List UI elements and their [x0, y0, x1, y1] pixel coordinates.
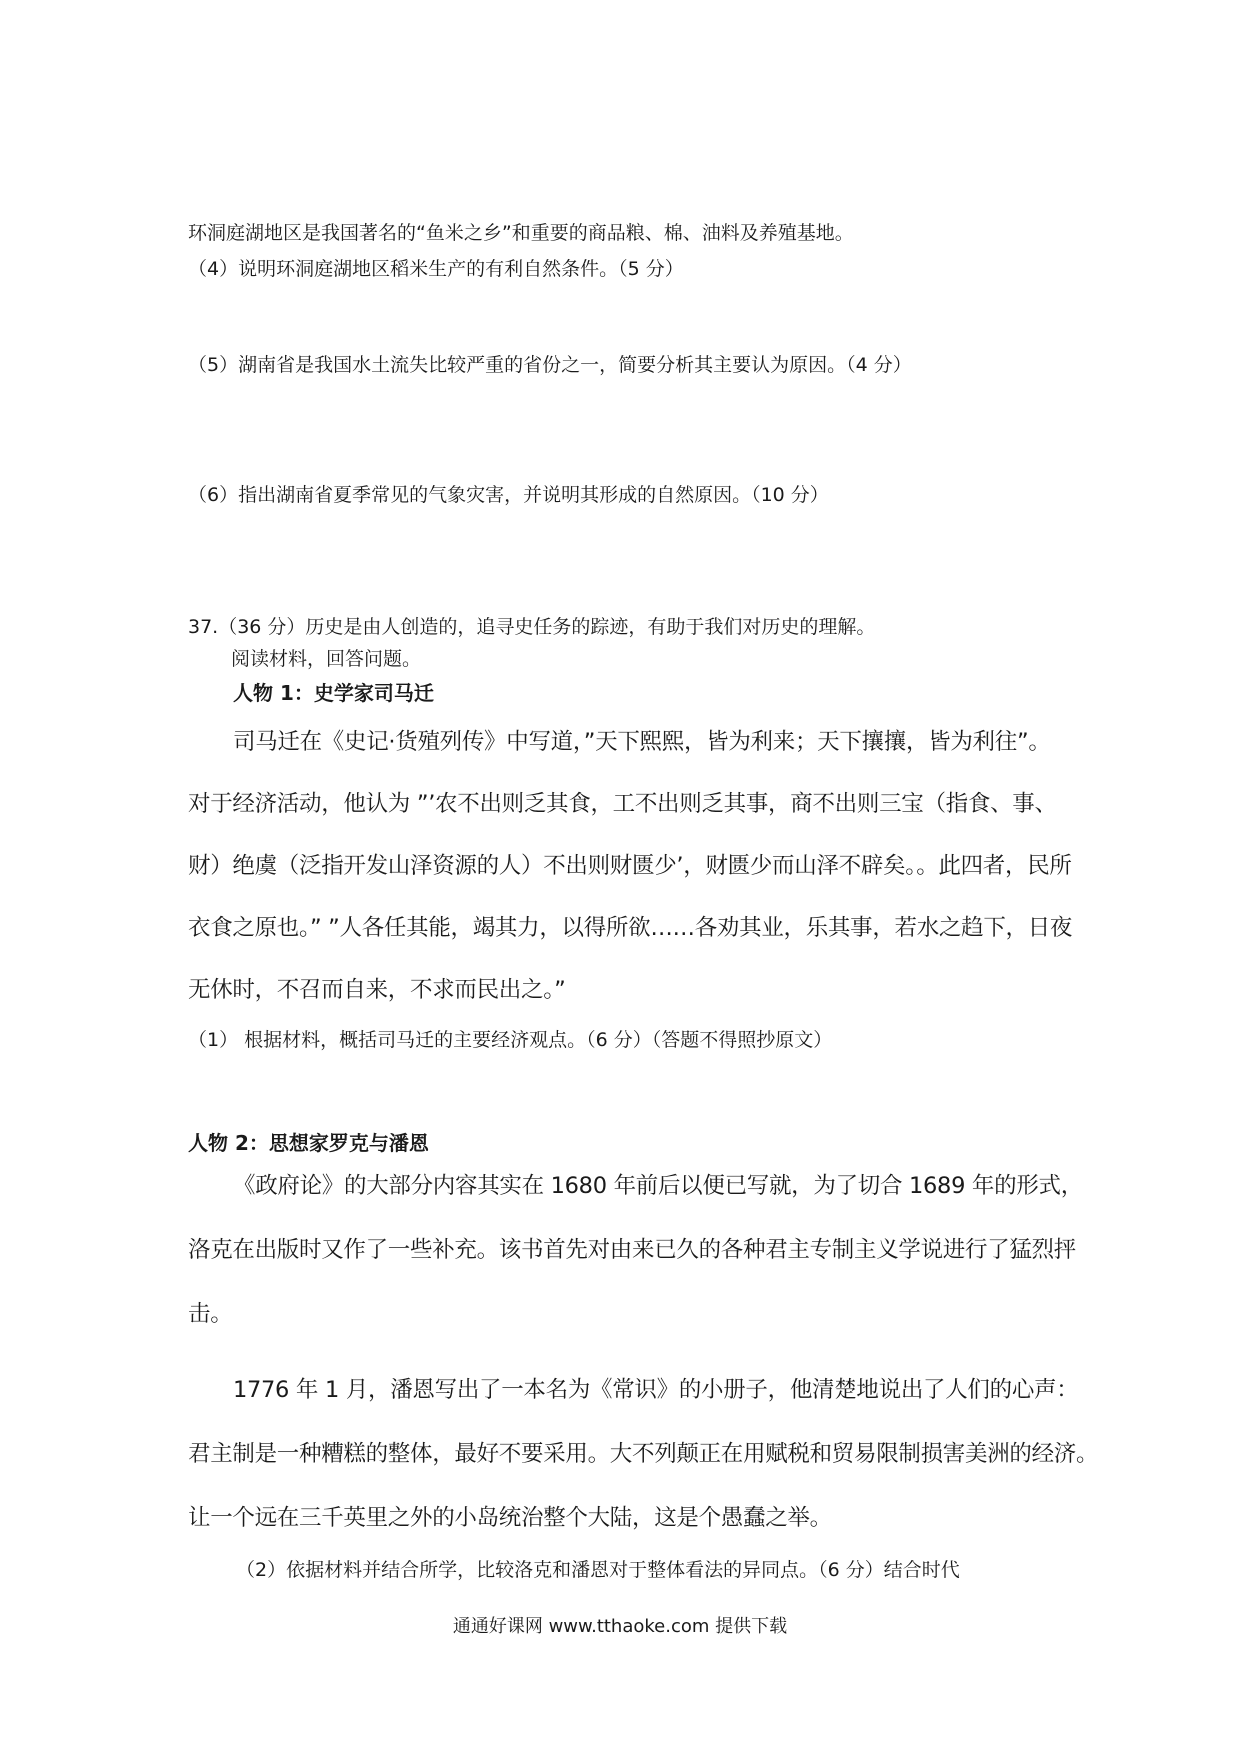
person2-para1-line: 击。 [188, 1301, 233, 1327]
sub-question-1: （1） 根据材料，概括司马迁的主要经济观点。（6 分）（答题不得照抄原文） [188, 1029, 833, 1051]
sub-question-2: （2）依据材料并结合所学，比较洛克和潘恩对于整体看法的异同点。（6 分）结合时代 [236, 1559, 960, 1581]
person2-para2-line: 让一个远在三千英里之外的小岛统治整个大陆，这是个愚蠢之举。 [188, 1505, 832, 1531]
person2-title: 人物 2：思想家罗克与潘恩 [188, 1131, 429, 1155]
question-6: （6）指出湖南省夏季常见的气象灾害，并说明其形成的自然原因。（10 分） [188, 484, 829, 506]
person1-title: 人物 1：史学家司马迁 [233, 681, 434, 705]
person1-line: 司马迁在《史记·货殖列传》中写道，”天下熙熙，皆为利来；天下攘攘，皆为利往”。 [233, 729, 1051, 755]
person2-para1-line: 《政府论》的大部分内容其实在 1680 年前后以便已写就，为了切合 1689 年的形式， [233, 1173, 1083, 1199]
question-37-header: 37.（36 分）历史是由人创造的，追寻史任务的踪迹，有助于我们对历史的理解。 [188, 616, 876, 638]
person2-para1-line: 洛克在出版时又作了一些补充。该书首先对由来已久的各种君主专制主义学说进行了猛烈抨 [188, 1237, 1077, 1263]
question-5: （5）湖南省是我国水土流失比较严重的省份之一，简要分析其主要认为原因。（4 分） [188, 354, 912, 376]
person1-line: 无休时，不召而自来，不求而民出之。” [188, 977, 566, 1003]
person1-line: 衣食之原也。” ”人各任其能，竭其力，以得所欲……各劝其业，乐其事，若水之趋下，日夜 [188, 915, 1073, 941]
person2-para2-line: 1776 年 1 月，潘恩写出了一本名为《常识》的小册子，他清楚地说出了人们的心声： [233, 1377, 1079, 1403]
person1-line: 财）绝虞（泛指开发山泽资源的人）不出则财匮少’，财匮少而山泽不辟矣。。此四者，民所 [188, 853, 1072, 879]
instruction-text: 阅读材料，回答问题。 [231, 648, 422, 670]
page-footer: 通通好课网 www.tthaoke.com 提供下载 [452, 1616, 788, 1637]
intro-text: 环洞庭湖地区是我国著名的“鱼米之乡”和重要的商品粮、棉、油料及养殖基地。 [188, 222, 854, 244]
person2-para2-line: 君主制是一种糟糕的整体，最好不要采用。大不列颠正在用赋税和贸易限制损害美洲的经济。 [188, 1441, 1099, 1467]
question-4: （4）说明环洞庭湖地区稻米生产的有利自然条件。（5 分） [188, 258, 684, 280]
person1-line: 对于经济活动，他认为 ”’农不出则乏其食，工不出则乏其事，商不出则三宝（指食、事、 [188, 791, 1057, 817]
